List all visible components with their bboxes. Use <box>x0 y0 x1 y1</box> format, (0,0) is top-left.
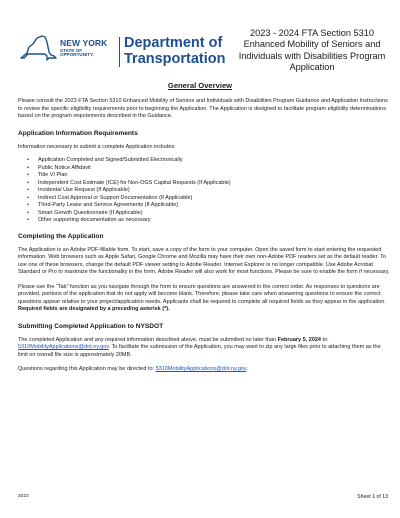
list-item: • Public Notice Affidavit <box>18 165 390 173</box>
list-item: • Independent Cost Estimate (ICE) for Non-OGS Capital Requests (If Applicable) <box>18 180 390 188</box>
submitting-heading: Submitting Completed Application to NYSDOT <box>18 322 164 330</box>
document-body <box>18 98 390 374</box>
list-item: • Application Completed and Signed/Submitted Electronically <box>18 157 390 165</box>
title-line: Individuals with Disabilities Program <box>238 50 386 61</box>
required-fields-note: Required fields are designated by a preceding asterisk (*). <box>18 306 170 312</box>
completing-paragraph-1: The Application is an Adobe PDF-fillable form. To start, save a copy of the form to your computer. Open the saved form to start entering the requested information. Web browsers such as Apple Safari, Google Chrome and Mozilla may have their own non-Adobe PDF readers set as the default reader. To use one of these browsers, change the default PDF viewer setting to Adobe Reader. Internet Explorer is no longer compatible. Use Adobe Acrobat Standard or Pro to maximize the functionality in the form. Adobe Reader will also work for most functions. Please be sure to enable the form if necessary. <box>18 246 390 275</box>
ny-line3: OPPORTUNITY. <box>60 52 94 58</box>
requirements-lead: Information necessary to submit a complete Application includes: <box>18 143 176 150</box>
overview-heading: General Overview <box>167 81 233 90</box>
completing-heading: Completing the Application <box>18 232 104 240</box>
submitting-paragraph-2 <box>18 366 390 374</box>
submission-deadline: February 5, 2024 <box>277 336 321 343</box>
title-line: Application <box>289 62 335 73</box>
dept-line2: Transportation <box>124 51 226 67</box>
questions-email-link[interactable]: 5310MobilityApplications@dot.ny.gov <box>155 366 247 372</box>
list-item: • Incidental Use Request (If Applicable) <box>18 187 390 195</box>
new-york-state-map-icon <box>18 33 58 63</box>
requirements-list <box>18 157 390 225</box>
list-item: • Other supporting documentation as necessary <box>18 217 390 225</box>
logo-divider <box>119 37 120 67</box>
ny-line2: STATE OF <box>60 47 83 53</box>
questions-text-end: . <box>246 366 248 372</box>
footer-sheet-number: Sheet 1 of 13 <box>357 494 388 500</box>
document-title <box>224 28 400 74</box>
ny-line1: NEW YORK <box>60 38 108 48</box>
submitting-paragraph-1 <box>18 337 390 360</box>
questions-text: Questions regarding this Application may be directed to: <box>18 366 155 372</box>
requirements-heading: Application Information Requirements <box>18 129 138 137</box>
list-item: • Indirect Cost Approval or Support Documentation (If Applicable) <box>18 195 390 203</box>
submitting-text-b: to: <box>322 336 329 343</box>
completing-paragraph-2 <box>18 284 390 314</box>
submitting-text-a: The completed Application and any required information described above, must be submitted no later than <box>18 336 277 343</box>
title-line: Enhanced Mobility of Seniors and <box>243 39 381 50</box>
list-item: • Title VI Plan <box>18 172 390 180</box>
dept-wordmark <box>124 35 226 67</box>
title-line: 2023 - 2024 FTA Section 5310 <box>250 28 374 38</box>
completing-paragraph-2-text: Please use the “Tab” function as you navigate through the form to ensure questions are answered in the correct order. As responses to questions are provided, portions of the application that do not apply will become blank. Therefore, please take care when answering questions to ensure the correct questions appear relative to your project/application needs. Applicants shall be required to complete all required fields as they appear in the application. <box>18 283 386 305</box>
footer-year: 2023 <box>18 494 29 499</box>
intro-paragraph: Please consult the 2023 FTA Section 5310 Enhanced Mobility of Seniors and Individuals with Disabilities Program Guidance and Application Instructions to review the specific eligibility requirements prior to beginning the Application. The Application is designed to facilitate program eligibility determinations based on the program requirements described in the Guidance. <box>18 98 388 119</box>
ny-state-wordmark <box>60 39 107 58</box>
dept-line1: Department of <box>124 35 223 51</box>
list-item: • Third-Party Lease and Service Agreements (If Applicable) <box>18 202 390 210</box>
nysdot-logo <box>18 33 226 83</box>
submission-email-link[interactable]: 5310MobilityApplications@dot.ny.gov <box>18 344 109 350</box>
submitting-text-c: . To facilitate the submission of the Application, you may want to zip any large files prior to attaching them as the limit on overall file size is approximately 20MB. <box>18 344 381 358</box>
list-item: • Smart Growth Questionnaire (If Applicable) <box>18 210 390 218</box>
